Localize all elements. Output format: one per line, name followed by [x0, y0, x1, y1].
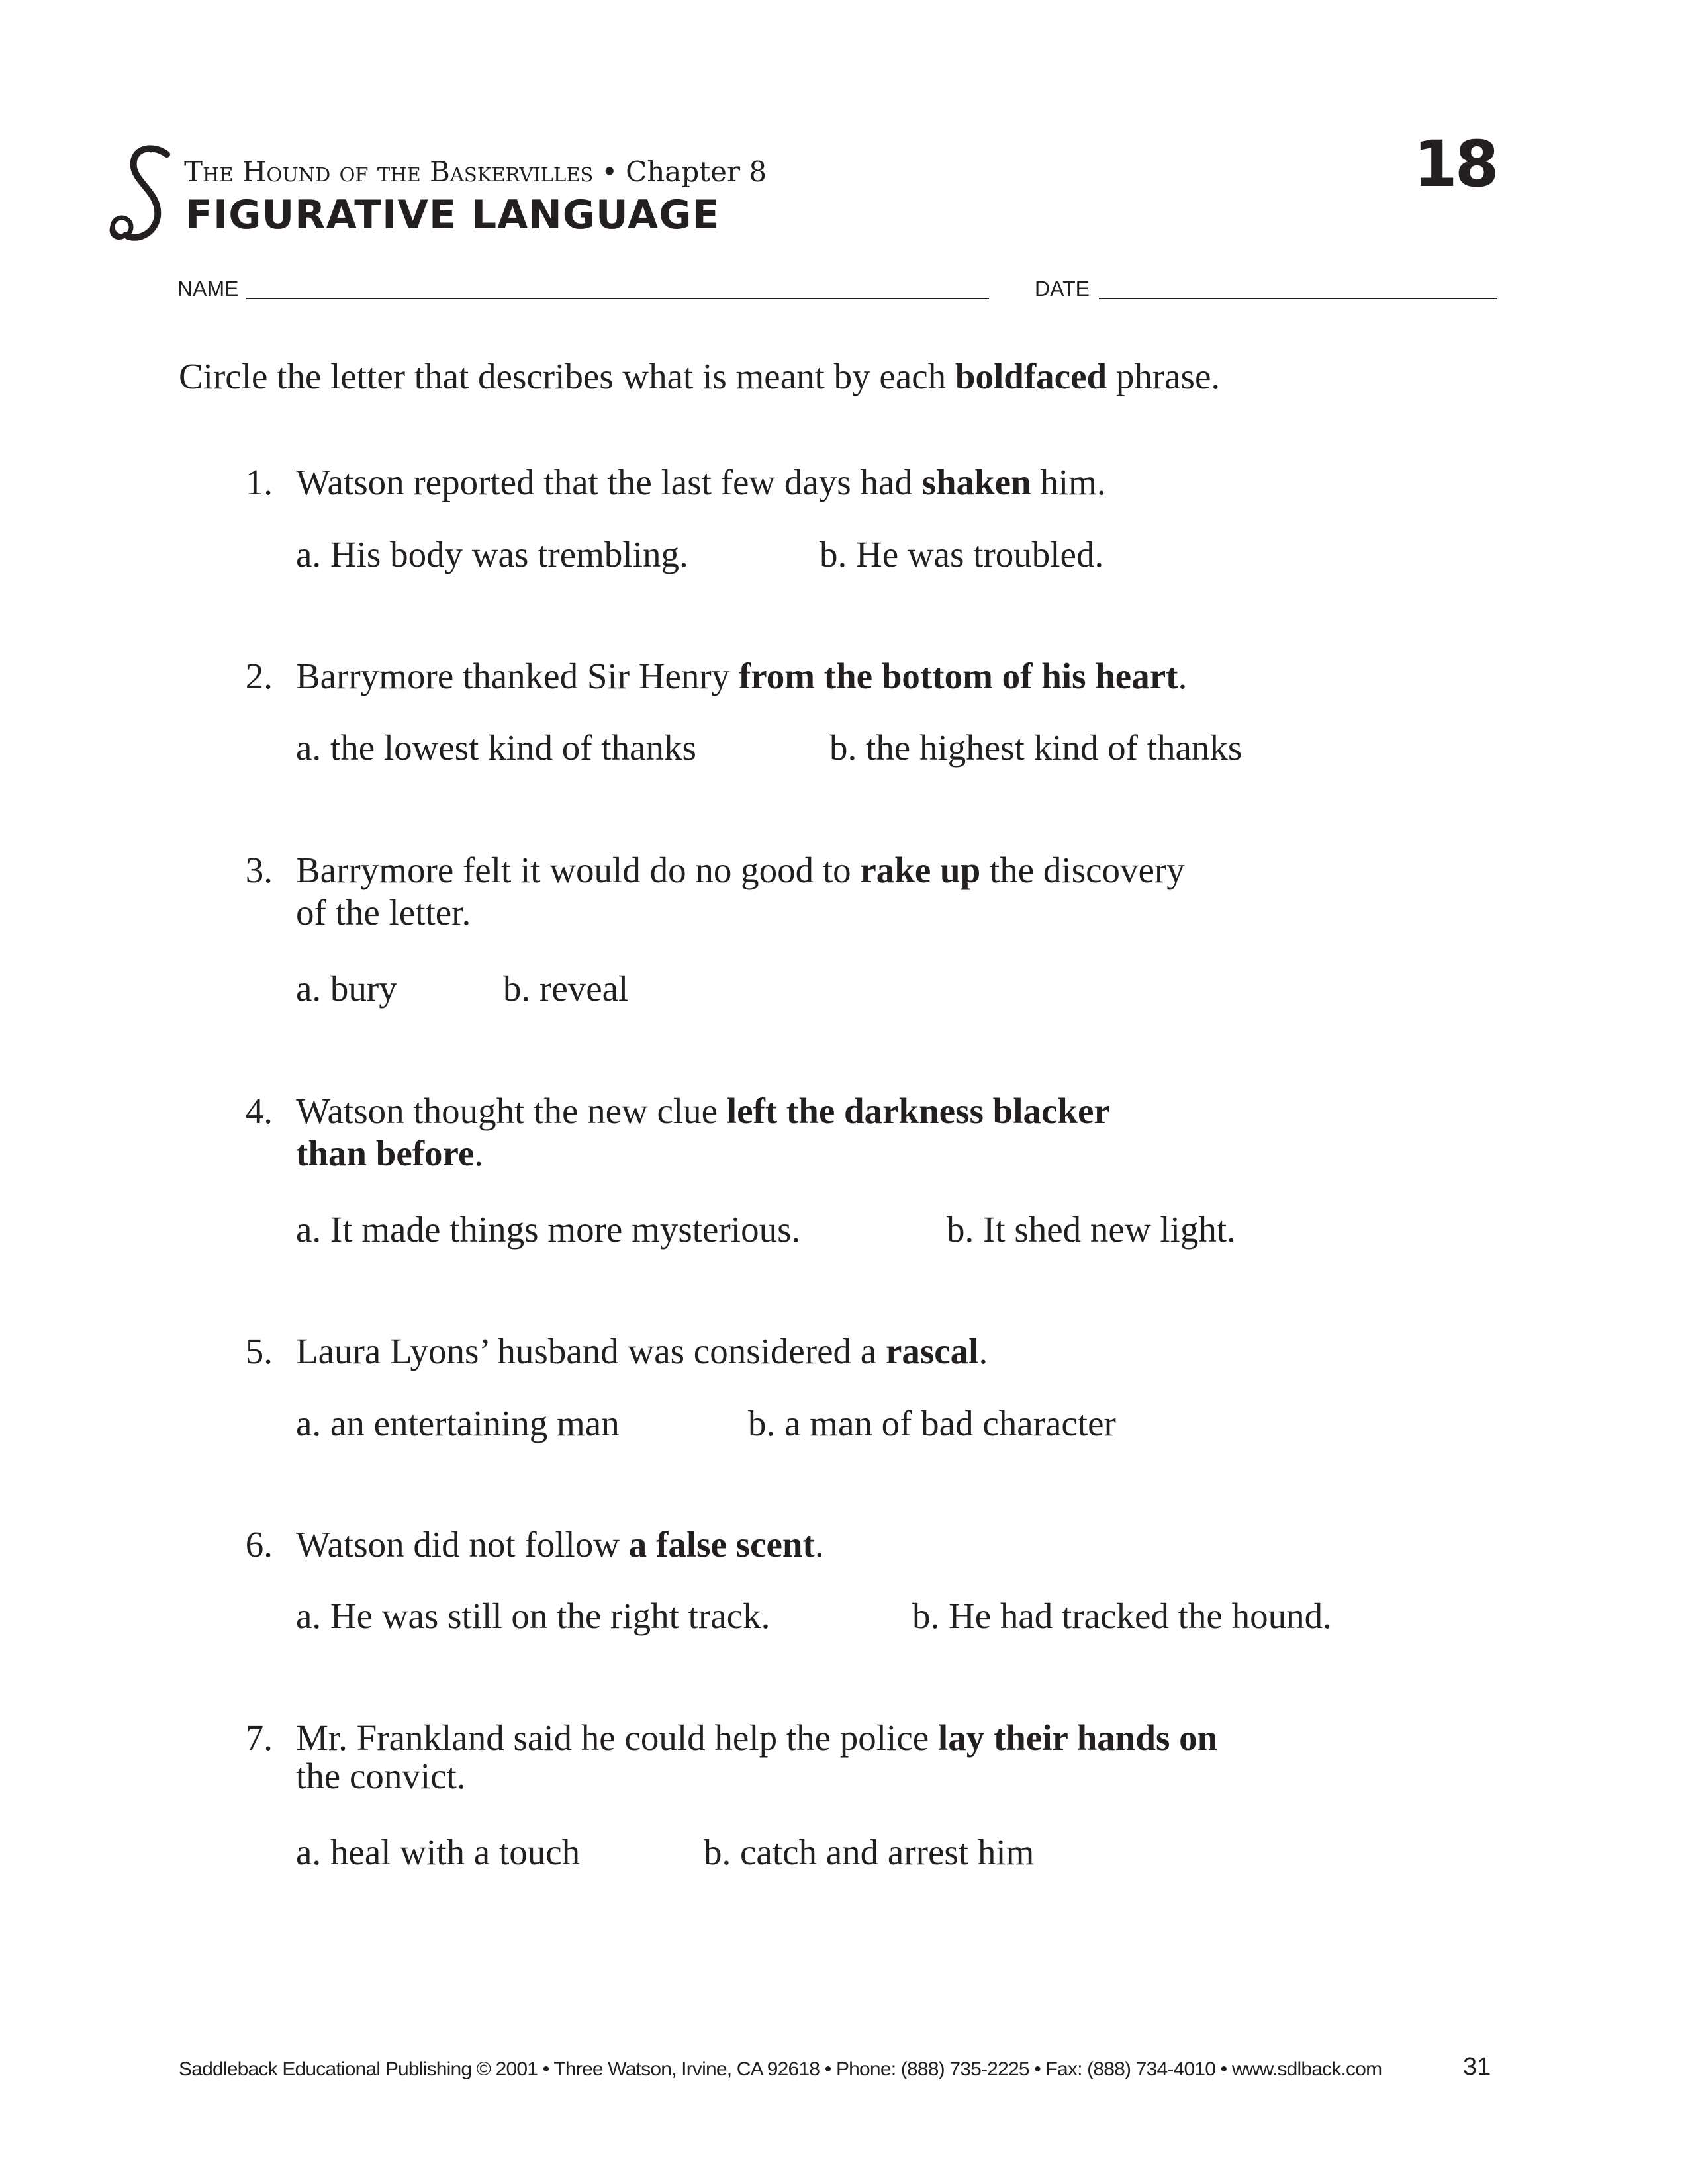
option-a[interactable]	[296, 1595, 770, 1637]
question-number: 5.	[245, 1331, 273, 1371]
question-text-part: Watson thought the new clue	[296, 1091, 727, 1131]
question-number: 7.	[245, 1717, 273, 1758]
option-a[interactable]	[296, 1402, 620, 1445]
option-letter: a.	[296, 727, 322, 768]
instructions	[179, 355, 1220, 398]
question-text	[296, 1717, 1217, 1759]
option-letter: a.	[296, 534, 322, 574]
option-a[interactable]	[296, 1208, 800, 1251]
question-number: 1.	[245, 462, 273, 502]
question-bold-phrase: from the bottom of his heart	[738, 656, 1178, 696]
option-letter: b.	[748, 1403, 776, 1443]
option-b[interactable]	[820, 533, 1103, 576]
question-text-line2	[296, 1132, 483, 1175]
option-text: catch and arrest him	[740, 1832, 1035, 1872]
option-text: bury	[330, 968, 397, 1009]
option-text: reveal	[539, 968, 629, 1009]
option-b[interactable]	[748, 1402, 1116, 1445]
question-bold-phrase: lay their hands on	[937, 1717, 1218, 1758]
date-label: DATE	[1035, 277, 1090, 300]
page-number: 31	[1463, 2053, 1491, 2081]
question-text-line2	[296, 891, 471, 934]
series-title-line: The Hound of the Baskervilles • Chapter 8	[184, 156, 767, 188]
option-b[interactable]	[947, 1208, 1236, 1251]
option-text: the highest kind of thanks	[866, 727, 1243, 768]
option-letter: b.	[704, 1832, 731, 1872]
question-number: 2.	[245, 656, 273, 696]
question-bold-phrase: a false scent	[628, 1524, 815, 1565]
question-bold-phrase: rake up	[860, 850, 981, 890]
question-text-part: the discovery	[980, 850, 1185, 890]
name-label: NAME	[177, 277, 239, 300]
option-a[interactable]	[296, 533, 688, 576]
option-letter: a.	[296, 968, 322, 1009]
worksheet-number: 18	[1413, 127, 1497, 201]
option-a[interactable]	[296, 727, 696, 769]
question-text-part: Laura Lyons’ husband was considered a	[296, 1331, 886, 1371]
instructions-text-end: phrase.	[1107, 356, 1221, 396]
date-field[interactable]	[1099, 298, 1497, 299]
instructions-text: Circle the letter that describes what is meant by each	[179, 356, 955, 396]
option-letter: b.	[503, 968, 531, 1009]
option-text: It made things more mysterious.	[330, 1209, 801, 1250]
question-text	[296, 1330, 988, 1373]
option-text: His body was trembling.	[330, 534, 688, 574]
question-number: 3.	[245, 850, 273, 890]
option-letter: b.	[820, 534, 847, 574]
question-text-part: .	[814, 1524, 824, 1565]
option-a[interactable]	[296, 1831, 580, 1874]
question-text-part: of the letter.	[296, 892, 471, 933]
option-letter: a.	[296, 1403, 322, 1443]
question-bold-phrase: than before	[296, 1133, 475, 1173]
option-text: He had tracked the hound.	[949, 1596, 1332, 1636]
option-text: heal with a touch	[330, 1832, 581, 1872]
option-letter: b.	[829, 727, 857, 768]
question-text-part: .	[1178, 656, 1188, 696]
question-bold-phrase: left the darkness blacker	[726, 1091, 1110, 1131]
question-text-part: the convict.	[296, 1756, 466, 1796]
option-a[interactable]	[296, 968, 397, 1010]
option-text: He was troubled.	[856, 534, 1104, 574]
worksheet-title: FIGURATIVE LANGUAGE	[185, 192, 720, 238]
option-text: an entertaining man	[330, 1403, 620, 1443]
question-number: 4.	[245, 1091, 273, 1131]
question-text	[296, 849, 1185, 891]
question-text	[296, 1524, 824, 1566]
question-text-part: Watson reported that the last few days had	[296, 462, 922, 502]
question-text-part: Barrymore thanked Sir Henry	[296, 656, 739, 696]
option-text: It shed new light.	[983, 1209, 1236, 1250]
question-text-line2	[296, 1755, 466, 1797]
question-text-part: Barrymore felt it would do no good to	[296, 850, 861, 890]
book-title: The Hound of the Baskervilles	[184, 156, 594, 188]
question-number: 6.	[245, 1524, 273, 1565]
question-text	[296, 1090, 1110, 1132]
name-field[interactable]	[246, 298, 989, 299]
publisher-footer: Saddleback Educational Publishing © 2001 • Three Watson, Irvine, CA 92618 • Phone: (888) 735-2225 • Fax: (888) 734-4010 • www.sdlback.com	[179, 2058, 1382, 2080]
question-text-part: Mr. Frankland said he could help the police	[296, 1717, 938, 1758]
question-text	[296, 655, 1187, 698]
option-letter: b.	[947, 1209, 974, 1250]
option-text: a man of bad character	[784, 1403, 1116, 1443]
option-letter: b.	[912, 1596, 940, 1636]
option-b[interactable]	[704, 1831, 1034, 1874]
option-letter: a.	[296, 1832, 322, 1872]
instructions-bold-word: boldfaced	[955, 356, 1107, 396]
saddleback-s-logo-icon	[106, 142, 182, 248]
option-b[interactable]	[503, 968, 628, 1010]
option-b[interactable]	[829, 727, 1242, 769]
question-bold-phrase: shaken	[921, 462, 1031, 502]
chapter-label: Chapter 8	[626, 156, 767, 188]
option-text: He was still on the right track.	[330, 1596, 771, 1636]
question-text-part: .	[978, 1331, 988, 1371]
question-text	[296, 461, 1106, 504]
question-text-part: .	[474, 1133, 484, 1173]
question-bold-phrase: rascal	[885, 1331, 979, 1371]
option-b[interactable]	[912, 1595, 1332, 1637]
question-text-part: him.	[1031, 462, 1106, 502]
option-letter: a.	[296, 1209, 322, 1250]
option-letter: a.	[296, 1596, 322, 1636]
option-text: the lowest kind of thanks	[330, 727, 696, 768]
question-text-part: Watson did not follow	[296, 1524, 629, 1565]
